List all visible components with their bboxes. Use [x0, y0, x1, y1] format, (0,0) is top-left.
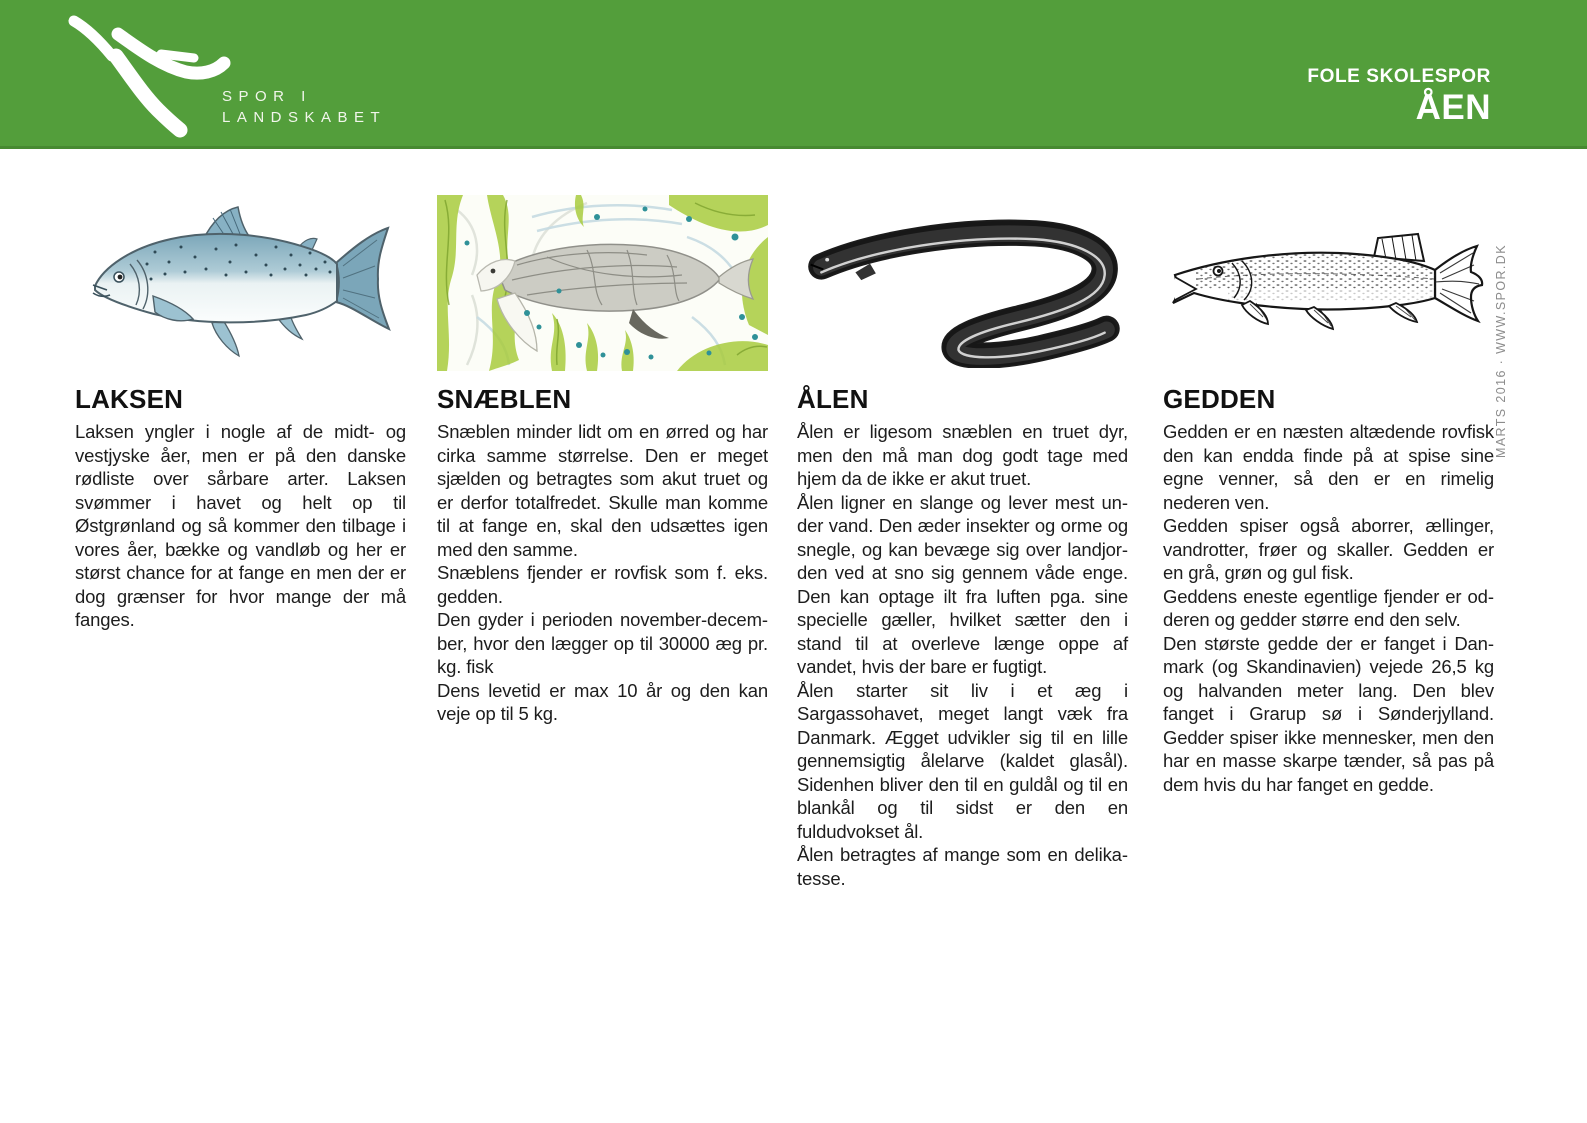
column-snaeblen [437, 195, 768, 726]
logo-line1: SPOR I [222, 88, 312, 105]
snaeblen-image [437, 195, 768, 371]
paragraph: Snæblen minder lidt om en ørred og har cirka samme størrelse. Den er meget sjælden og betragtes som akut truet og er derfor totalfredet. Skulle man komme til at fange en, skal den udsættes igen med den samme. [437, 421, 768, 560]
logo-wordmark [222, 86, 386, 128]
paragraph: Gedden er en næsten altædende rovfisk den kan endda finde på at spise sine egne venner, så den er en rimelig nederen ven. [1163, 421, 1494, 513]
paragraph: Ålen betragtes af mange som en delikatesse. [797, 844, 1128, 889]
paragraph: Laksen yngler i nogle af de midt- og vestjyske åer, men er på den danske rødliste over sårbare arter. Laksen svømmer i havet og helt op til Østgrønland og så kommer den tilbage i vores åer, bække og vandløb og her er størst chance for at fange en men der er dog grænser for hvor mange der må fanges. [75, 421, 406, 630]
column-title: LAKSEN [75, 384, 184, 414]
salmon-image [85, 206, 397, 364]
credit-vertical-text: MARTS 2016 · WWW.SPOR.DK [1494, 244, 1508, 458]
column-title: SNÆBLEN [437, 384, 572, 414]
eel-image [797, 202, 1128, 368]
column-aalen [797, 195, 1128, 890]
pike-image [1168, 229, 1490, 341]
header-band [0, 0, 1587, 149]
paragraph: Ålen starter sit liv i et æg i Sargassohavet, meget langt væk fra Danmark. Ægget udvikler sig til en lille gennemsigtig ålelarve (kaldet glasål). Sidenhen bliver den til en guldål og til en blankål og til sidst er den en fuldudvokset ål. [797, 679, 1128, 842]
paragraph: Ålen ligner en slange og lever mest under vand. Den æder insekter og orme og snegle, og kan bevæge sig over landjorden ved at sno sig gennem våde enge. Den kan optage ilt fra luften pga. sine specielle gæller, hvilket sætter den i stand til at overleve længe oppe af vandet, hvis der bare er fugtigt. [797, 491, 1128, 677]
paragraph: Gedden spiser også aborrer, ællinger, vandrotter, frøer og skaller. Gedden er en grå, grøn og gul fisk. [1163, 515, 1494, 583]
paragraph: Ålen er ligesom snæblen en truet dyr, men den må man dog godt tage med hjem da de ikke er akut truet. [797, 421, 1128, 489]
logo-line2: LANDSKABET [222, 109, 387, 126]
column-title: GEDDEN [1163, 384, 1276, 414]
paragraph: Snæblens fjender er rovfisk som f. eks. gedden. [437, 562, 768, 607]
page-title: ÅEN [1415, 88, 1491, 127]
header-kicker: FOLE SKOLESPOR [1307, 66, 1491, 87]
column-title: ÅLEN [797, 384, 869, 414]
column-gedden [1163, 195, 1494, 796]
spor-i-landskabet-logo-icon [58, 4, 236, 146]
paragraph: Den største gedde der er fanget i Danmark (og Skandinavien) vejede 26,5 kg og halvanden meter lang. Den blev fanget i Grarup sø i Sønderjylland. Gedder spiser ikke mennesker, men den har en masse skarpe tænder, så pas på dem hvis du har fanget en gedde. [1163, 632, 1494, 795]
paragraph: Den gyder i perioden november-december, hvor den lægger op til 30000 æg pr. kg. fisk [437, 609, 768, 677]
column-laksen [75, 195, 406, 632]
paragraph: Geddens eneste egentlige fjender er odderen og gedder større end den selv. [1163, 585, 1494, 630]
paragraph: Dens levetid er max 10 år og den kan veje op til 5 kg. [437, 679, 768, 724]
